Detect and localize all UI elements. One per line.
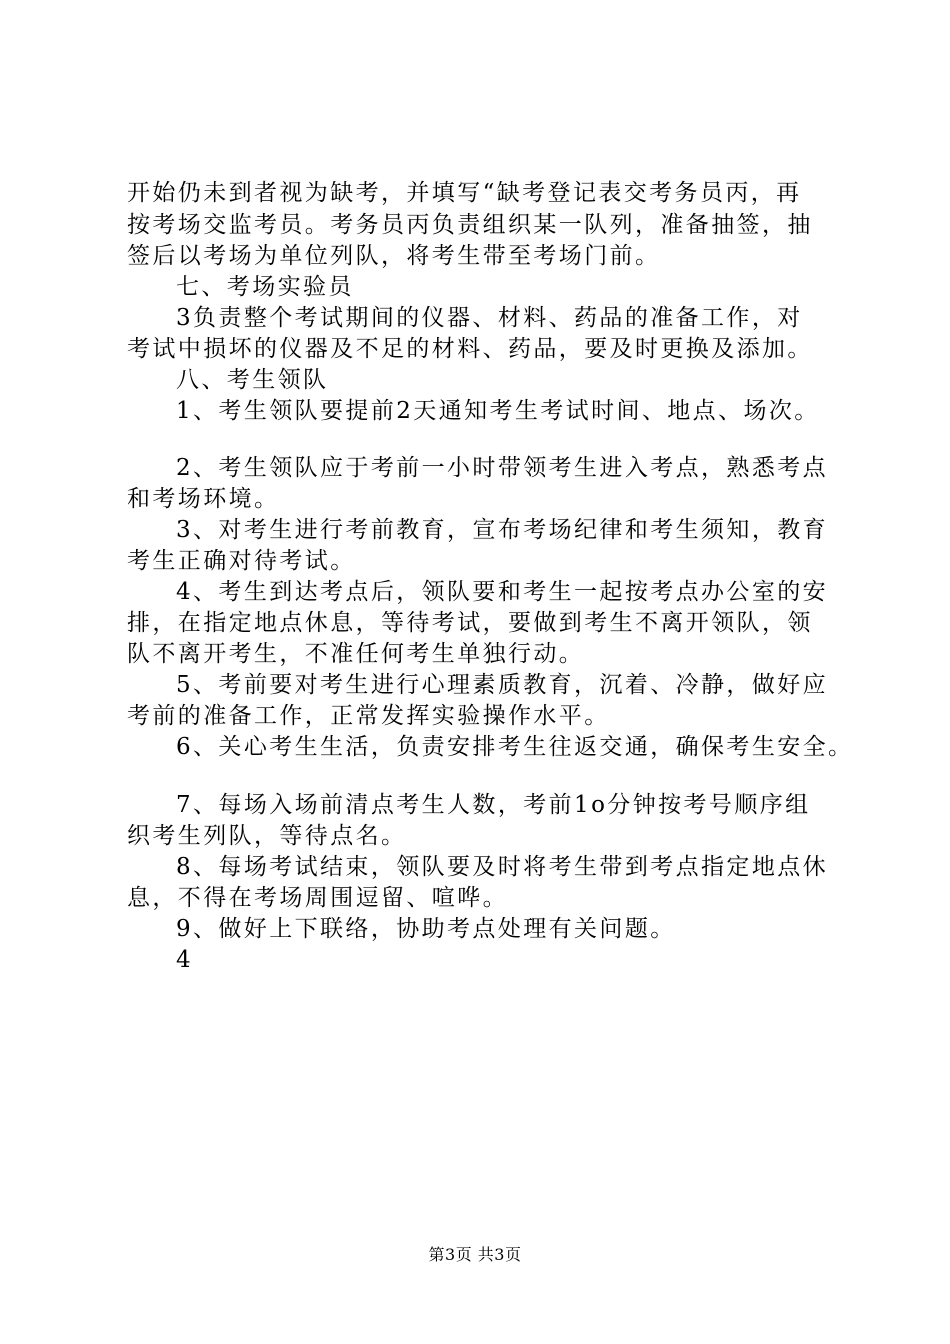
paragraph-line: 3负责整个考试期间的仪器、材料、药品的准备工作，对: [176, 305, 803, 331]
page-footer: 第3页 共3页: [428, 1245, 522, 1264]
list-item: 9、做好上下联络，协助考点处理有关问题。: [176, 916, 676, 942]
paragraph-line: 签后以考场为单位列队，将考生带至考场门前。: [127, 243, 661, 269]
paragraph-line: 和考场环境。: [127, 486, 280, 512]
paragraph-line: 排，在指定地点休息，等待考试，要做到考生不离开领队，领: [127, 610, 813, 636]
list-item: 6、关心考生生活，负责安排考生往返交通，确保考生安全。: [176, 734, 854, 760]
list-item: 5、考前要对考生进行心理素质教育，沉着、冷静，做好应: [176, 672, 829, 698]
paragraph-line: 开始仍未到者视为缺考，并填写“缺考登记表交考务员丙，再: [127, 180, 802, 206]
section-heading: 八、考生领队: [176, 367, 329, 393]
paragraph-line: 按考场交监考员。考务员丙负责组织某一队列，准备抽签，抽: [127, 212, 813, 238]
list-item: 1、考生领队要提前2天通知考生考试时间、地点、场次。: [176, 398, 820, 424]
paragraph-line: 息，不得在考场周围逗留、喧哗。: [127, 885, 508, 911]
paragraph-line: 考前的准备工作，正常发挥实验操作水平。: [127, 703, 610, 729]
list-item: 7、每场入场前清点考生人数，考前1o分钟按考号顺序组: [176, 792, 811, 818]
list-item: 3、对考生进行考前教育，宣布考场纪律和考生须知，教育: [176, 517, 829, 543]
list-item: 2、考生领队应于考前一小时带领考生进入考点，熟悉考点: [176, 455, 829, 481]
paragraph-line: 4: [176, 947, 194, 973]
paragraph-line: 织考生列队，等待点名。: [127, 823, 407, 849]
paragraph-line: 队不离开考生，不准任何考生单独行动。: [127, 641, 585, 667]
paragraph-line: 考试中损坏的仪器及不足的材料、药品，要及时更换及添加。: [127, 336, 813, 362]
section-heading: 七、考场实验员: [176, 274, 354, 300]
paragraph-line: 考生正确对待考试。: [127, 548, 356, 574]
list-item: 4、考生到达考点后，领队要和考生一起按考点办公室的安: [176, 579, 829, 605]
list-item: 8、每场考试结束，领队要及时将考生带到考点指定地点休: [176, 854, 829, 880]
